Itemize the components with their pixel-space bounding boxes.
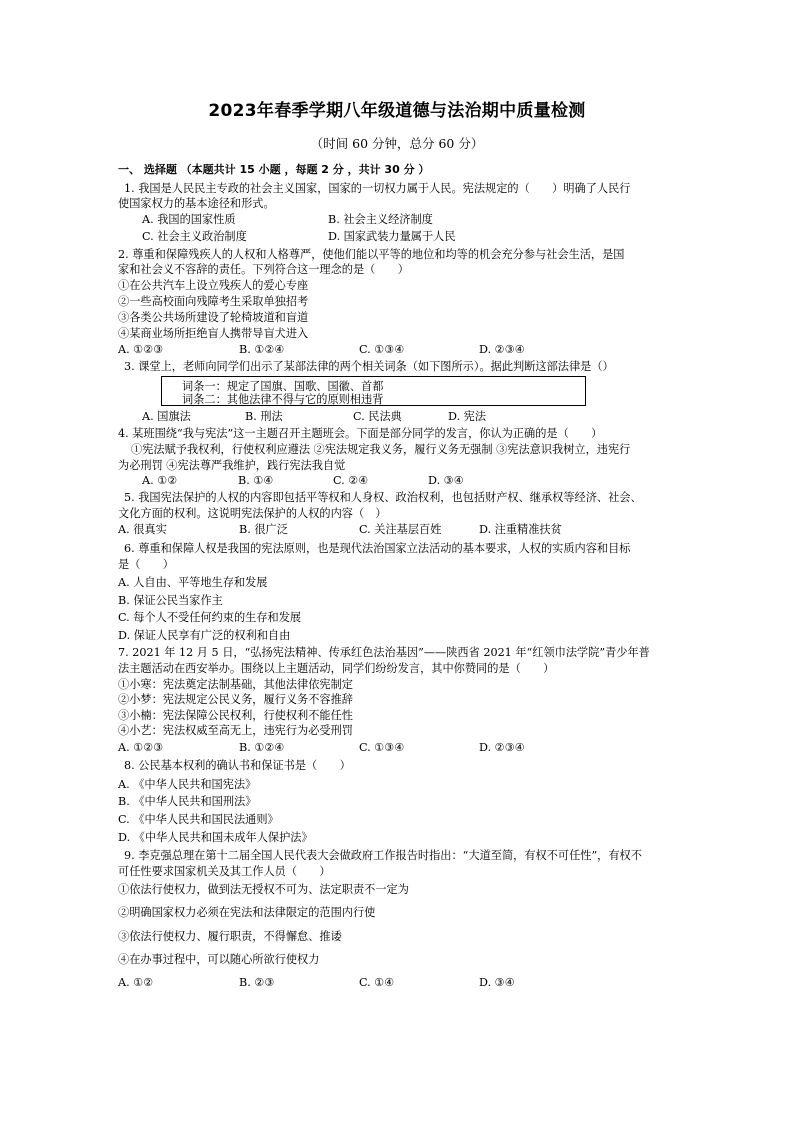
q9-stem-line1: 9. 李克强总理在第十二届全国人民代表大会做政府工作报告时指出：“大道至简，有权不可任性”，有权不 [124, 849, 642, 862]
q1-stem-line2: 使国家权力的基本途径和形式。 [118, 197, 275, 210]
q7-option-d[interactable]: D. ②③④ [479, 741, 525, 754]
q5-option-b[interactable]: B. 很广泛 [239, 523, 288, 536]
q2-stem-line1: 2. 尊重和保障残疾人的人权和人格尊严，使他们能以平等的地位和均等的机会充分参与社会生活，是国 [118, 248, 625, 261]
q6-stem-line1: 6. 尊重和保障人权是我国的宪法原则，也是现代法治国家立法活动的基本要求，人权的实质内容和目标 [124, 542, 631, 555]
q3-option-b[interactable]: B. 刑法 [245, 410, 283, 423]
q9-statement-1: ①依法行使权力，做到法无授权不可为、法定职责不一定为 [118, 883, 409, 896]
exam-subtitle: （时间 60 分钟，总分 60 分） [310, 136, 484, 151]
q8-stem: 8. 公民基本权利的确认书和保证书是（ ） [124, 759, 351, 772]
q4-statements-line1: ①宪法赋予我权利，行使权利应遵法 ②宪法规定我义务，履行义务无强制 ③宪法意识我树立，违宪行 [131, 443, 631, 456]
q9-statement-4: ④在办事过程中，可以随心所欲行使权力 [118, 953, 320, 966]
q3-stem-line1: 3. 课堂上，老师向同学们出示了某部法律的两个相关词条（如下图所示）。据此判断这部法律是（） [124, 360, 614, 373]
q1-option-c[interactable]: C. 社会主义政治制度 [142, 230, 247, 243]
q9-option-d[interactable]: D. ③④ [479, 976, 515, 989]
q1-option-d[interactable]: D. 国家武装力量属于人民 [328, 230, 456, 243]
section-heading: 一、 选择题 （本题共计 15 小题 ，每题 2 分 ，共计 30 分 ） [118, 163, 430, 176]
q7-option-c[interactable]: C. ①③④ [359, 741, 405, 754]
q5-stem-line2: 文化方面的权利。这说明宪法保护的人权的内容（ ） [118, 507, 387, 520]
q2-stem-line2: 家和社会义不容辞的责任。下列符合这一理念的是（ ） [118, 263, 409, 276]
q2-statement-1: ①在公共汽车上设立残疾人的爱心专座 [118, 279, 309, 292]
q2-option-b[interactable]: B. ①②④ [239, 343, 285, 356]
q6-option-b[interactable]: B. 保证公民当家作主 [118, 594, 223, 607]
q9-statement-3: ③依法行使权力、履行职责，不得懈怠、推诿 [118, 930, 342, 943]
q3-entry-2: 词条二：其他法律不得与它的原则相违背 [182, 393, 384, 406]
q2-statement-4: ④某商业场所拒绝盲人携带导盲犬进入 [118, 327, 309, 340]
q6-stem-line2: 是（ ） [118, 558, 174, 571]
q1-option-a[interactable]: A. 我国的国家性质 [142, 213, 236, 226]
q9-option-a[interactable]: A. ①② [118, 976, 154, 989]
q4-option-b[interactable]: B. ①④ [238, 474, 274, 487]
q8-option-d[interactable]: D. 《中华人民共和国未成年人保护法》 [118, 831, 313, 844]
q4-statements-line2: 为必刑罚 ④宪法尊严我维护，践行宪法我自觉 [118, 459, 346, 472]
q4-option-c[interactable]: C. ②④ [333, 474, 369, 487]
q3-option-c[interactable]: C. 民法典 [353, 410, 402, 423]
q9-option-b[interactable]: B. ②③ [239, 976, 275, 989]
q2-option-d[interactable]: D. ②③④ [479, 343, 525, 356]
q3-option-a[interactable]: A. 国旗法 [142, 410, 191, 423]
q4-option-a[interactable]: A. ①② [142, 474, 178, 487]
q4-option-d[interactable]: D. ③④ [428, 474, 464, 487]
q7-statement-1: ①小寒：宪法奠定法制基础，其他法律依宪制定 [118, 678, 353, 691]
q5-option-d[interactable]: D. 注重精准扶贫 [479, 523, 562, 536]
q6-option-c[interactable]: C. 每个人不受任何约束的生存和发展 [118, 611, 302, 624]
q6-option-a[interactable]: A. 人自由、平等地生存和发展 [118, 576, 268, 589]
q7-option-b[interactable]: B. ①②④ [239, 741, 285, 754]
exam-title: 2023年春季学期八年级道德与法治期中质量检测 [208, 101, 586, 121]
q9-stem-line2: 可任性要求国家机关及其工作人员（ ） [118, 865, 331, 878]
q7-statement-2: ②小梦：宪法规定公民义务，履行义务不容推辞 [118, 693, 353, 706]
q2-statement-3: ③各类公共场所建设了轮椅坡道和盲道 [118, 311, 309, 324]
q1-stem-line1: 1. 我国是人民民主专政的社会主义国家，国家的一切权力属于人民。宪法规定的（ ）明确了人民行 [124, 182, 631, 195]
q9-statement-2: ②明确国家权力必须在宪法和法律限定的范围内行使 [118, 906, 376, 919]
q3-option-d[interactable]: D. 宪法 [448, 410, 487, 423]
q5-option-c[interactable]: C. 关注基层百姓 [359, 523, 442, 536]
q2-option-c[interactable]: C. ①③④ [359, 343, 405, 356]
q9-option-c[interactable]: C. ①④ [359, 976, 395, 989]
q7-statement-4: ④小艺：宪法权威至高无上，违宪行为必受刑罚 [118, 724, 353, 737]
q4-stem-line1: 4. 某班围绕“我与宪法”这一主题召开主题班会。下面是部分同学的发言，你认为正确的是（ ） [118, 427, 603, 440]
q2-option-a[interactable]: A. ①②③ [118, 343, 164, 356]
q8-option-c[interactable]: C. 《中华人民共和国民法通则》 [118, 813, 279, 826]
q8-option-a[interactable]: A. 《中华人民共和国宪法》 [118, 778, 257, 791]
q1-option-b[interactable]: B. 社会主义经济制度 [328, 213, 433, 226]
q5-stem-line1: 5. 我国宪法保护的人权的内容即包括平等权和人身权、政治权利，也包括财产权、继承权等经济、社会、 [124, 491, 642, 504]
q3-entry-1: 词条一：规定了国旗、国歌、国徽、首都 [182, 380, 384, 393]
q5-option-a[interactable]: A. 很真实 [118, 523, 167, 536]
q3-entry-box [161, 376, 586, 406]
q7-stem-line2: 法主题活动在西安举办。围绕以上主题活动，同学们纷纷发言，其中你赞同的是（ ） [118, 662, 555, 675]
q2-statement-2: ②一些高校面向残障考生采取单独招考 [118, 295, 309, 308]
q7-statement-3: ③小楠：宪法保障公民权利，行使权利不能任性 [118, 709, 353, 722]
q7-option-a[interactable]: A. ①②③ [118, 741, 164, 754]
q7-stem-line1: 7. 2021 年 12 月 5 日，“弘扬宪法精神、传承红色法治基因”——陕西省 2021 年“红领巾法学院”青少年普 [118, 646, 650, 659]
q6-option-d[interactable]: D. 保证人民享有广泛的权利和自由 [118, 629, 291, 642]
q8-option-b[interactable]: B. 《中华人民共和国刑法》 [118, 795, 257, 808]
